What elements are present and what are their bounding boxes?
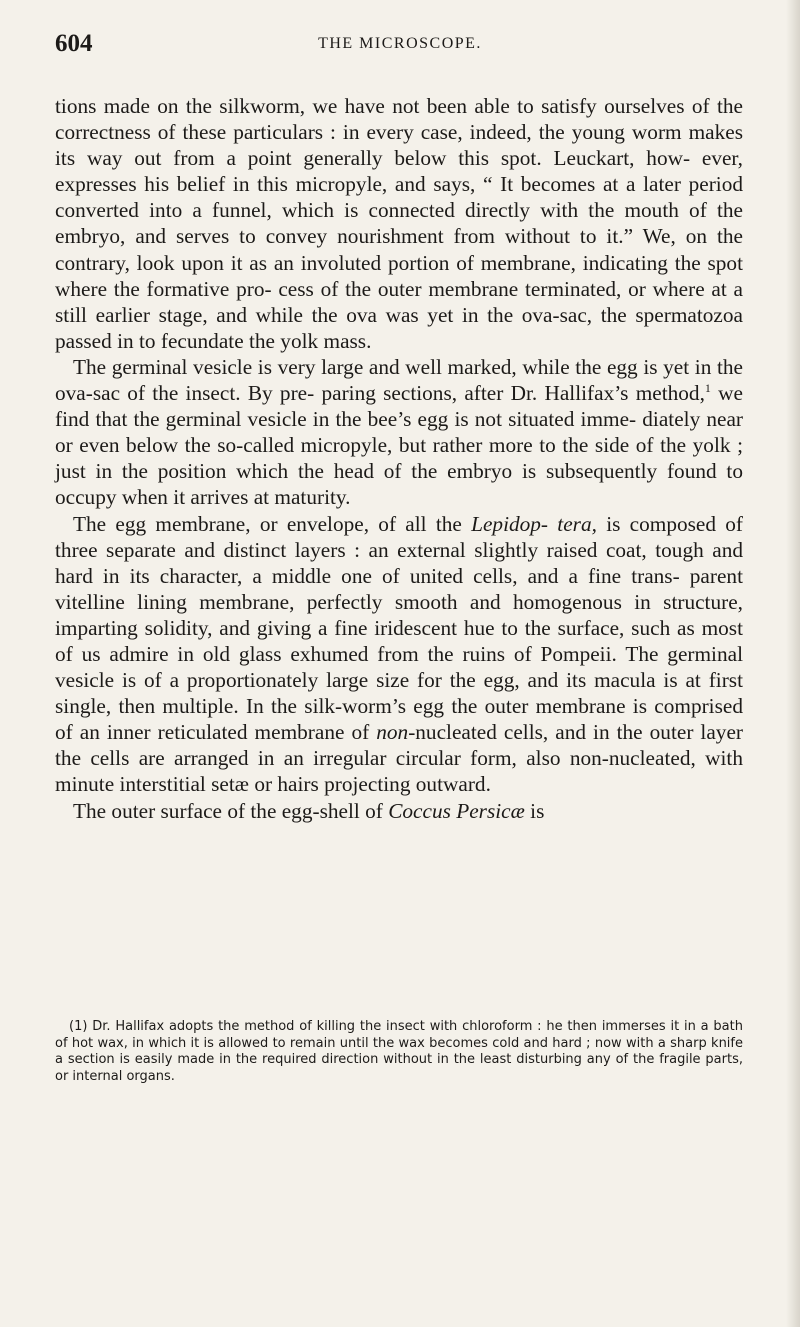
page-number: 604 (55, 30, 93, 57)
running-head: THE MICROSCOPE. (318, 35, 482, 52)
footnote: (1) Dr. Hallifax adopts the method of killing the insect with chloroform : he then immerses it in a bath of hot wax, in which it is allowed to remain until the wax becomes cold and hard ; now with a sharp knife a section is easily made in the required direction without in the least disturbing any of the fragile parts, or internal organs. (55, 1019, 743, 1084)
paragraph-4-text-b: is (530, 798, 545, 823)
page-edge-shadow (786, 0, 800, 1327)
page-header (55, 30, 745, 70)
paragraph-3 (55, 511, 743, 798)
body-text (55, 93, 743, 824)
paragraph-3-text-c: -nucleated cells, and in the outer layer the cells are arranged in an irregular circular form, also non-nucleated, with minute interstitial setæ or hairs projecting outward. (55, 720, 743, 797)
footnote-reference[interactable]: 1 (704, 380, 711, 395)
italic-term-lepidoptera: Lepidop- tera, (471, 511, 597, 536)
paragraph-4-text-a: The outer surface of the egg-shell of (73, 798, 383, 823)
paragraph-2 (55, 354, 743, 511)
paragraph-3-text-a: The egg membrane, or envelope, of all the (73, 511, 462, 536)
paragraph-1: tions made on the silkworm, we have not been able to satisfy ourselves of the correctness of these particulars : in every case, indeed, the young worm makes its way out from a point generally below this spot. Leuckart, how- ever, expresses his belief in this micropyle, and says, “ It becomes at a later period converted into a funnel, which is connected directly with the mouth of the embryo, and serves to convey nourishment from without to it.” We, on the contrary, look upon it as an involuted portion of membrane, indicating the spot where the formative pro- cess of the outer membrane terminated, or where at a still earlier stage, and while the ova was yet in the ova-sac, the spermatozoa passed in to fecundate the yolk mass. (55, 94, 743, 353)
paragraph-3-text-b: is composed of three separate and distinct layers : an external slightly raised coat, tough and hard in its character, a middle one of united cells, and a fine trans- parent vitelline lining membrane, perfectly smooth and homogenous in structure, imparting solidity, and giving a fine iridescent hue to the surface, such as most of us admire in old glass exhumed from the ruins of Pompeii. The germinal vesicle is of a proportionately large size for the egg, and its macula is at first single, then multiple. In the silk-worm’s egg the outer membrane is comprised of an inner reticulated membrane of (55, 511, 744, 745)
paragraph-2-text-a: The germinal vesicle is very large and well marked, while the egg is yet in the ova-sac of the insect. By pre- paring sections, after Dr. Hallifax’s method, (55, 354, 743, 406)
italic-term-coccus: Coccus Persicæ (388, 798, 525, 823)
paragraph-4 (55, 798, 743, 824)
paragraph-2-text-b: we find that the germinal vesicle in the bee’s egg is not situated imme- diately near or even below the so-called micropyle, but rather more to the side of the yolk ; just in the position which the head of the embryo is subsequently found to occupy when it arrives at maturity. (55, 381, 744, 510)
italic-term-non: non (376, 720, 409, 745)
